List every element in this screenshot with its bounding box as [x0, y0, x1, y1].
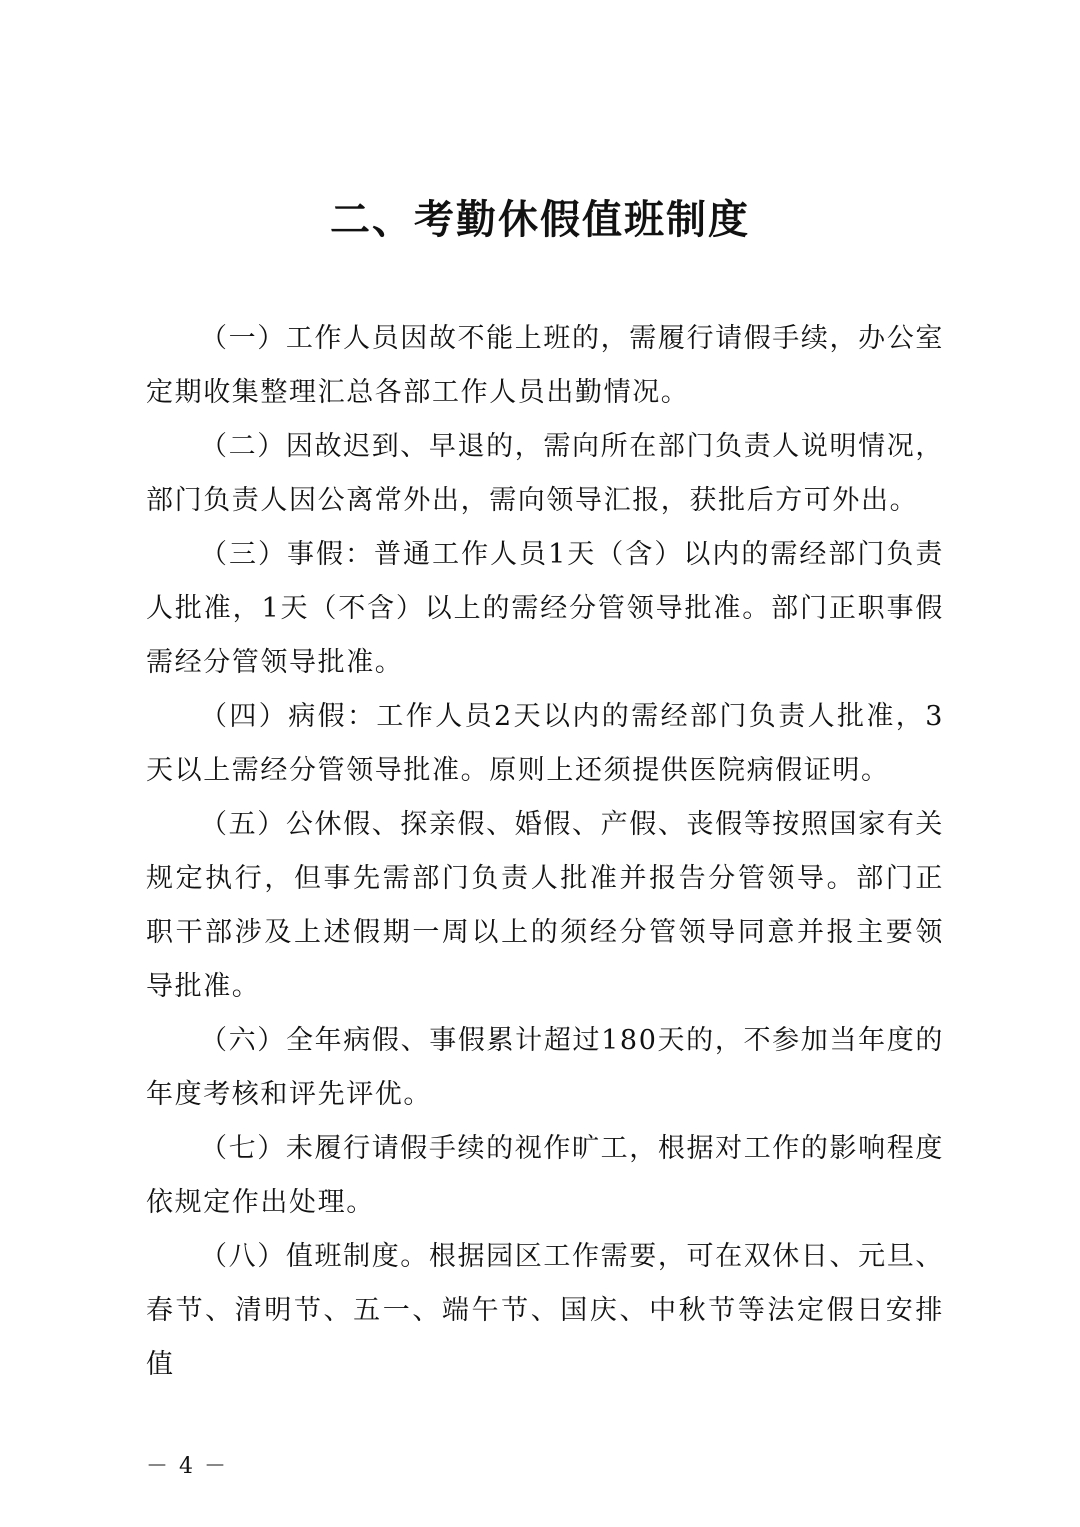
page-number: － 4 －	[146, 1454, 228, 1479]
page-title: 二、考勤休假值班制度	[330, 197, 750, 243]
paragraph-7: （七）未履行请假手续的视作旷工，根据对工作的影响程度依规定作出处理。	[146, 1133, 944, 1218]
paragraph-3: （三）事假：普通工作人员1天（含）以内的需经部门负责人批准，1天（不含）以上的需经分管领导批准。部门正职事假需经分管领导批准。	[146, 539, 944, 678]
paragraph-8: （八）值班制度。根据园区工作需要，可在双休日、元旦、春节、清明节、五一、端午节、国庆、中秋节等法定假日安排值	[146, 1241, 944, 1380]
document-body	[146, 312, 944, 1392]
paragraph-6: （六）全年病假、事假累计超过180天的，不参加当年度的年度考核和评先评优。	[146, 1025, 944, 1110]
paragraph-5: （五）公休假、探亲假、婚假、产假、丧假等按照国家有关规定执行，但事先需部门负责人批准并报告分管领导。部门正职干部涉及上述假期一周以上的须经分管领导同意并报主要领导批准。	[146, 809, 944, 1002]
paragraph-4: （四）病假：工作人员2天以内的需经部门负责人批准，3天以上需经分管领导批准。原则上还须提供医院病假证明。	[146, 701, 944, 786]
paragraph-2: （二）因故迟到、早退的，需向所在部门负责人说明情况，部门负责人因公离常外出，需向领导汇报，获批后方可外出。	[146, 431, 944, 516]
paragraph-1: （一）工作人员因故不能上班的，需履行请假手续，办公室定期收集整理汇总各部工作人员出勤情况。	[146, 323, 944, 408]
